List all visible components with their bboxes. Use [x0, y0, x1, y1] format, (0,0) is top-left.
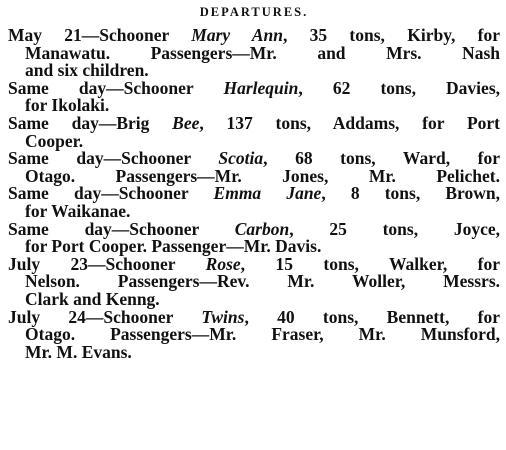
entry-first-line: May 21—Schooner Mary Ann, 35 tons, Kirby, for: [8, 25, 500, 45]
entry-first-line: Same day—Brig Bee, 137 tons, Addams, for Port: [8, 112, 500, 133]
entry-line: and six children.: [25, 60, 149, 81]
ship-name: Mary Ann: [191, 25, 283, 45]
entry-first-line: July 23—Schooner Rose, 15 tons, Walker, for: [8, 253, 500, 274]
departure-entry: [8, 253, 500, 309]
departure-entry: [8, 185, 500, 220]
entry-line: for Port Cooper. Passenger—Mr. Davis.: [25, 236, 322, 257]
entry-first-line: Same day—Schooner Carbon, 25 tons, Joyce,: [8, 218, 500, 239]
ship-name: Harlequin: [223, 77, 299, 98]
departure-entry: [8, 112, 500, 151]
section-heading: DEPARTURES.: [199, 5, 309, 19]
departure-entry: [8, 27, 500, 80]
entry-first-line: July 24—Schooner Twins, 40 tons, Bennett, for: [8, 306, 501, 327]
ship-name: Scotia: [218, 148, 264, 169]
entry-first-line: Same day—Schooner Harlequin, 62 tons, Davies,: [8, 77, 501, 98]
entry-line: Mr. M. Evans.: [25, 341, 132, 362]
entry-line: Manawatu. Passengers—Mr. and Mrs. Nash: [25, 42, 500, 63]
departure-entry: [8, 150, 500, 185]
departure-entry: [8, 218, 500, 257]
ship-name: Bee: [172, 112, 200, 133]
entry-line: for Ikolaki.: [25, 95, 110, 116]
entry-line: Clark and Kenng.: [25, 288, 160, 309]
entry-line: Otago. Passengers—Mr. Fraser, Mr. Munsford,: [25, 324, 500, 345]
ship-name: Rose: [205, 253, 241, 274]
entry-line: for Waikanae.: [25, 200, 131, 221]
departure-entry: [8, 77, 501, 116]
ship-name: Twins: [201, 306, 245, 327]
entry-first-line: Same day—Schooner Scotia, 68 tons, Ward, for: [8, 148, 501, 169]
entry-line: Nelson. Passengers—Rev. Mr. Woller, Messrs.: [25, 271, 500, 292]
entry-first-line: Same day—Schooner Emma Jane, 8 tons, Brown,: [8, 183, 500, 204]
departure-entry: [8, 306, 501, 362]
entry-line: Otago. Passengers—Mr. Jones, Mr. Pelichet.: [25, 165, 500, 186]
ship-name: Emma Jane: [213, 183, 322, 204]
entry-line: Cooper.: [25, 130, 84, 151]
ship-name: Carbon: [234, 218, 290, 239]
